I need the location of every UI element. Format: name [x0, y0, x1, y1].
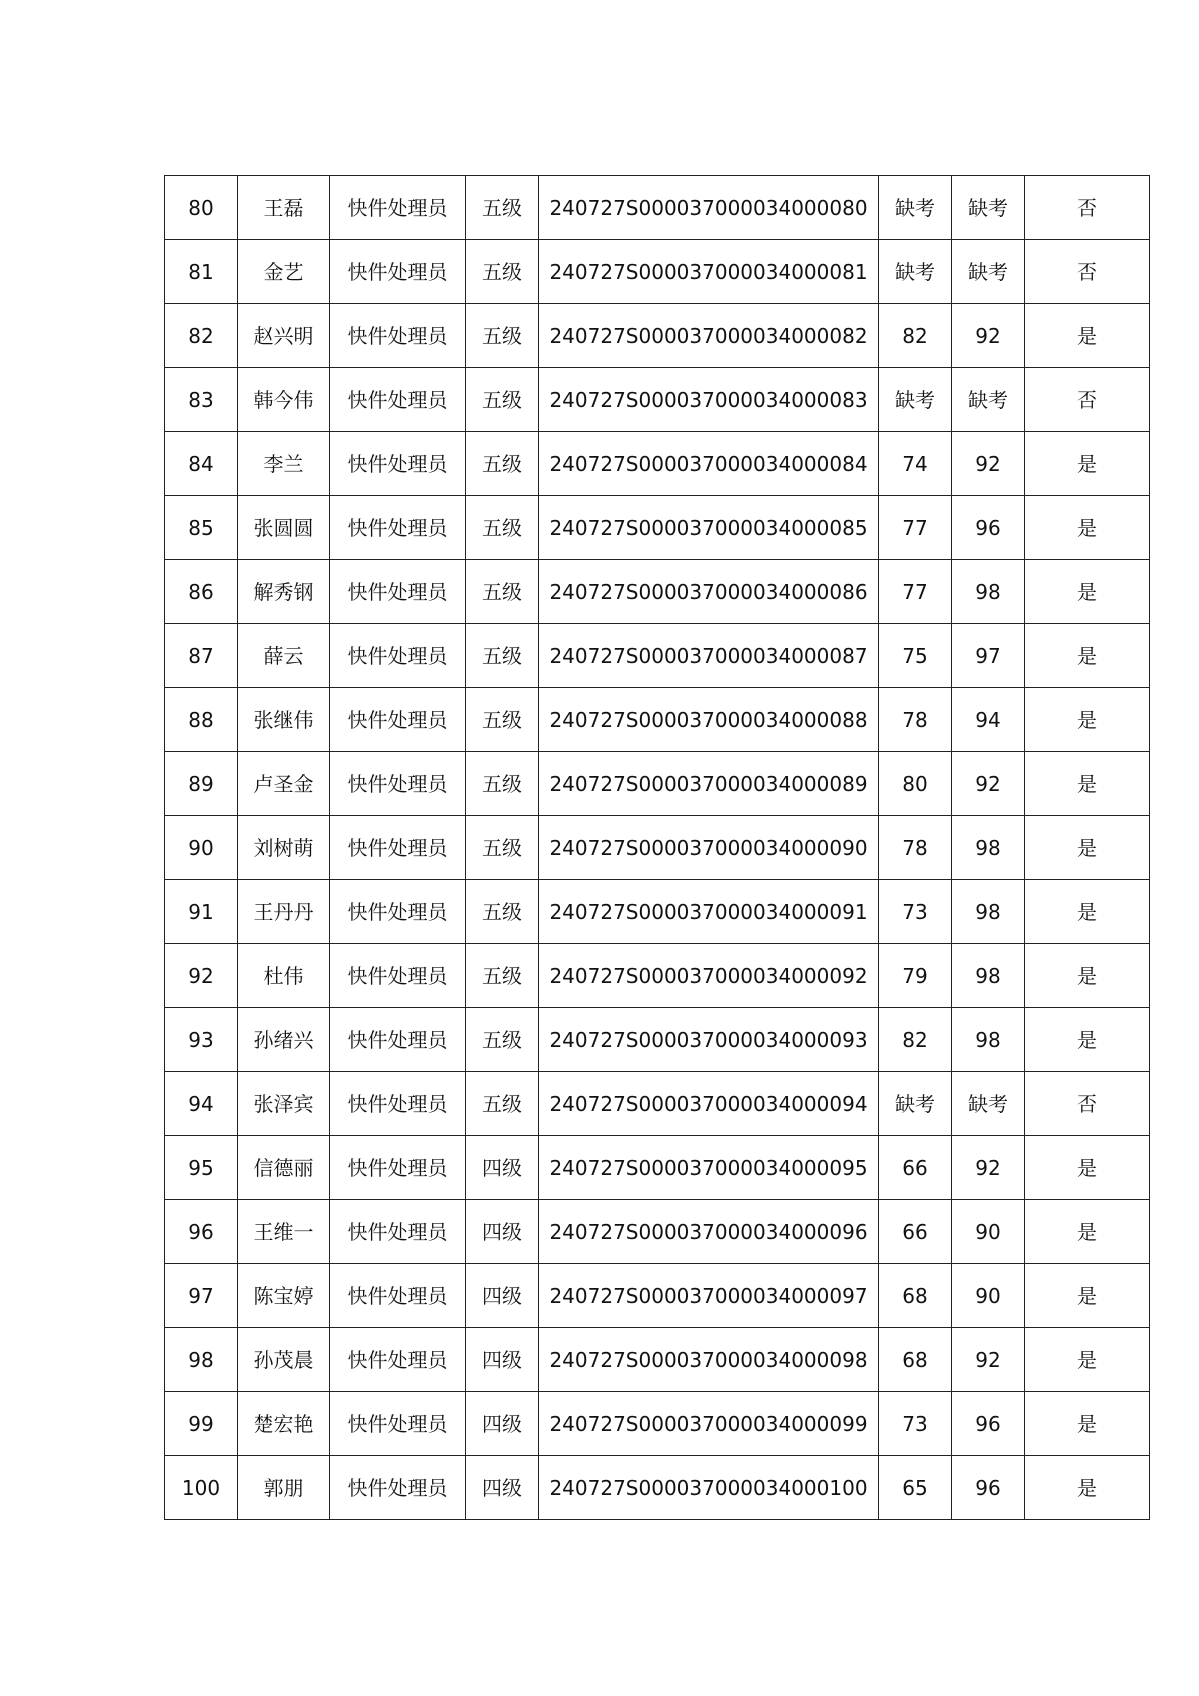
cell-no: 98	[165, 1328, 238, 1392]
cell-cert-no: 240727S000037000034000097	[539, 1264, 879, 1328]
cell-level: 五级	[466, 368, 539, 432]
cell-no: 80	[165, 176, 238, 240]
cell-name: 郭朋	[238, 1456, 330, 1520]
cell-level: 五级	[466, 304, 539, 368]
cell-no: 85	[165, 496, 238, 560]
cell-no: 95	[165, 1136, 238, 1200]
cell-no: 89	[165, 752, 238, 816]
cell-no: 84	[165, 432, 238, 496]
cell-name: 卢圣金	[238, 752, 330, 816]
cell-pass: 否	[1025, 176, 1150, 240]
cell-theory: 66	[879, 1136, 952, 1200]
cell-pass: 否	[1025, 240, 1150, 304]
cell-occupation: 快件处理员	[330, 1392, 466, 1456]
table-row	[165, 496, 1150, 560]
cell-cert-no: 240727S000037000034000085	[539, 496, 879, 560]
cell-no: 83	[165, 368, 238, 432]
table-row	[165, 688, 1150, 752]
cell-theory: 82	[879, 1008, 952, 1072]
cell-occupation: 快件处理员	[330, 304, 466, 368]
cell-no: 82	[165, 304, 238, 368]
cell-skill: 96	[952, 1392, 1025, 1456]
table-row	[165, 1008, 1150, 1072]
cell-theory: 80	[879, 752, 952, 816]
cell-pass: 是	[1025, 880, 1150, 944]
cell-name: 王磊	[238, 176, 330, 240]
cell-level: 四级	[466, 1136, 539, 1200]
table-row	[165, 1392, 1150, 1456]
cell-theory: 73	[879, 1392, 952, 1456]
cell-theory: 缺考	[879, 1072, 952, 1136]
cell-pass: 是	[1025, 304, 1150, 368]
cell-occupation: 快件处理员	[330, 496, 466, 560]
cell-theory: 78	[879, 688, 952, 752]
cell-no: 96	[165, 1200, 238, 1264]
cell-name: 孙绪兴	[238, 1008, 330, 1072]
cell-level: 四级	[466, 1392, 539, 1456]
cell-cert-no: 240727S000037000034000094	[539, 1072, 879, 1136]
cell-skill: 缺考	[952, 176, 1025, 240]
cell-occupation: 快件处理员	[330, 688, 466, 752]
cell-cert-no: 240727S000037000034000090	[539, 816, 879, 880]
cell-no: 90	[165, 816, 238, 880]
cell-occupation: 快件处理员	[330, 432, 466, 496]
cell-name: 赵兴明	[238, 304, 330, 368]
cell-pass: 是	[1025, 1392, 1150, 1456]
cell-name: 刘树萌	[238, 816, 330, 880]
table-row	[165, 944, 1150, 1008]
cell-cert-no: 240727S000037000034000081	[539, 240, 879, 304]
cell-occupation: 快件处理员	[330, 368, 466, 432]
cell-no: 97	[165, 1264, 238, 1328]
cell-name: 薛云	[238, 624, 330, 688]
table-row	[165, 304, 1150, 368]
cell-occupation: 快件处理员	[330, 1136, 466, 1200]
cell-level: 五级	[466, 688, 539, 752]
cell-cert-no: 240727S000037000034000089	[539, 752, 879, 816]
table-row	[165, 1264, 1150, 1328]
table-row	[165, 560, 1150, 624]
table-row	[165, 816, 1150, 880]
cell-name: 信德丽	[238, 1136, 330, 1200]
cell-no: 86	[165, 560, 238, 624]
cell-occupation: 快件处理员	[330, 624, 466, 688]
cell-pass: 否	[1025, 1072, 1150, 1136]
cell-no: 100	[165, 1456, 238, 1520]
cell-pass: 是	[1025, 496, 1150, 560]
cell-level: 五级	[466, 880, 539, 944]
cell-pass: 是	[1025, 816, 1150, 880]
cell-pass: 是	[1025, 1264, 1150, 1328]
cell-occupation: 快件处理员	[330, 880, 466, 944]
cell-theory: 77	[879, 496, 952, 560]
table-row	[165, 368, 1150, 432]
cell-name: 李兰	[238, 432, 330, 496]
cell-cert-no: 240727S000037000034000086	[539, 560, 879, 624]
cell-theory: 缺考	[879, 240, 952, 304]
cell-no: 92	[165, 944, 238, 1008]
cell-occupation: 快件处理员	[330, 944, 466, 1008]
cell-level: 五级	[466, 1008, 539, 1072]
cell-skill: 98	[952, 560, 1025, 624]
cell-occupation: 快件处理员	[330, 1264, 466, 1328]
cell-skill: 92	[952, 1328, 1025, 1392]
cell-skill: 98	[952, 816, 1025, 880]
cell-cert-no: 240727S000037000034000098	[539, 1328, 879, 1392]
cell-occupation: 快件处理员	[330, 560, 466, 624]
cell-level: 五级	[466, 752, 539, 816]
table-body	[165, 176, 1150, 1520]
cell-name: 孙茂晨	[238, 1328, 330, 1392]
cell-level: 五级	[466, 1072, 539, 1136]
cell-cert-no: 240727S000037000034000091	[539, 880, 879, 944]
cell-pass: 是	[1025, 944, 1150, 1008]
cell-cert-no: 240727S000037000034000100	[539, 1456, 879, 1520]
cell-skill: 97	[952, 624, 1025, 688]
table-row	[165, 624, 1150, 688]
cell-skill: 94	[952, 688, 1025, 752]
table-row	[165, 1456, 1150, 1520]
cell-level: 五级	[466, 240, 539, 304]
cell-skill: 92	[952, 304, 1025, 368]
cell-skill: 92	[952, 1136, 1025, 1200]
table-row	[165, 1072, 1150, 1136]
cell-level: 四级	[466, 1456, 539, 1520]
cell-pass: 否	[1025, 368, 1150, 432]
table-row	[165, 752, 1150, 816]
cell-cert-no: 240727S000037000034000092	[539, 944, 879, 1008]
cell-level: 五级	[466, 432, 539, 496]
cell-pass: 是	[1025, 1328, 1150, 1392]
cell-pass: 是	[1025, 1136, 1150, 1200]
cell-cert-no: 240727S000037000034000083	[539, 368, 879, 432]
cell-occupation: 快件处理员	[330, 1008, 466, 1072]
cell-name: 张继伟	[238, 688, 330, 752]
cell-occupation: 快件处理员	[330, 1456, 466, 1520]
cell-theory: 66	[879, 1200, 952, 1264]
cell-level: 四级	[466, 1264, 539, 1328]
cell-theory: 65	[879, 1456, 952, 1520]
cell-occupation: 快件处理员	[330, 1200, 466, 1264]
cell-theory: 74	[879, 432, 952, 496]
cell-theory: 82	[879, 304, 952, 368]
cell-occupation: 快件处理员	[330, 1328, 466, 1392]
cell-occupation: 快件处理员	[330, 816, 466, 880]
cell-name: 王丹丹	[238, 880, 330, 944]
cell-occupation: 快件处理员	[330, 752, 466, 816]
cell-theory: 79	[879, 944, 952, 1008]
cell-skill: 90	[952, 1264, 1025, 1328]
cell-no: 81	[165, 240, 238, 304]
cell-pass: 是	[1025, 560, 1150, 624]
cell-skill: 缺考	[952, 368, 1025, 432]
cell-cert-no: 240727S000037000034000082	[539, 304, 879, 368]
cell-no: 87	[165, 624, 238, 688]
table-row	[165, 1328, 1150, 1392]
cell-level: 五级	[466, 496, 539, 560]
cell-cert-no: 240727S000037000034000087	[539, 624, 879, 688]
cell-cert-no: 240727S000037000034000080	[539, 176, 879, 240]
cell-theory: 73	[879, 880, 952, 944]
cell-pass: 是	[1025, 1456, 1150, 1520]
results-table	[164, 175, 1150, 1520]
cell-theory: 77	[879, 560, 952, 624]
cell-level: 五级	[466, 624, 539, 688]
cell-name: 楚宏艳	[238, 1392, 330, 1456]
cell-no: 88	[165, 688, 238, 752]
table-row	[165, 1136, 1150, 1200]
cell-level: 四级	[466, 1200, 539, 1264]
cell-cert-no: 240727S000037000034000095	[539, 1136, 879, 1200]
cell-occupation: 快件处理员	[330, 176, 466, 240]
cell-theory: 68	[879, 1328, 952, 1392]
cell-skill: 缺考	[952, 1072, 1025, 1136]
cell-pass: 是	[1025, 1008, 1150, 1072]
cell-level: 五级	[466, 560, 539, 624]
cell-theory: 缺考	[879, 176, 952, 240]
cell-name: 张泽宾	[238, 1072, 330, 1136]
cell-cert-no: 240727S000037000034000093	[539, 1008, 879, 1072]
cell-name: 韩今伟	[238, 368, 330, 432]
cell-pass: 是	[1025, 624, 1150, 688]
cell-skill: 缺考	[952, 240, 1025, 304]
cell-skill: 96	[952, 1456, 1025, 1520]
table-row	[165, 240, 1150, 304]
cell-no: 93	[165, 1008, 238, 1072]
cell-name: 杜伟	[238, 944, 330, 1008]
cell-name: 张圆圆	[238, 496, 330, 560]
cell-occupation: 快件处理员	[330, 1072, 466, 1136]
cell-skill: 98	[952, 880, 1025, 944]
cell-skill: 96	[952, 496, 1025, 560]
cell-no: 91	[165, 880, 238, 944]
cell-name: 王维一	[238, 1200, 330, 1264]
cell-theory: 68	[879, 1264, 952, 1328]
cell-skill: 98	[952, 1008, 1025, 1072]
cell-skill: 92	[952, 752, 1025, 816]
cell-skill: 90	[952, 1200, 1025, 1264]
cell-cert-no: 240727S000037000034000099	[539, 1392, 879, 1456]
cell-cert-no: 240727S000037000034000096	[539, 1200, 879, 1264]
cell-cert-no: 240727S000037000034000088	[539, 688, 879, 752]
cell-no: 99	[165, 1392, 238, 1456]
cell-pass: 是	[1025, 688, 1150, 752]
cell-pass: 是	[1025, 1200, 1150, 1264]
cell-no: 94	[165, 1072, 238, 1136]
cell-name: 金艺	[238, 240, 330, 304]
cell-skill: 92	[952, 432, 1025, 496]
cell-skill: 98	[952, 944, 1025, 1008]
cell-occupation: 快件处理员	[330, 240, 466, 304]
cell-theory: 78	[879, 816, 952, 880]
cell-pass: 是	[1025, 432, 1150, 496]
cell-name: 解秀钢	[238, 560, 330, 624]
cell-level: 五级	[466, 176, 539, 240]
table-row	[165, 432, 1150, 496]
cell-level: 五级	[466, 816, 539, 880]
cell-theory: 75	[879, 624, 952, 688]
table-row	[165, 176, 1150, 240]
cell-theory: 缺考	[879, 368, 952, 432]
table-row	[165, 880, 1150, 944]
table-row	[165, 1200, 1150, 1264]
cell-pass: 是	[1025, 752, 1150, 816]
cell-level: 四级	[466, 1328, 539, 1392]
cell-cert-no: 240727S000037000034000084	[539, 432, 879, 496]
cell-level: 五级	[466, 944, 539, 1008]
cell-name: 陈宝婷	[238, 1264, 330, 1328]
